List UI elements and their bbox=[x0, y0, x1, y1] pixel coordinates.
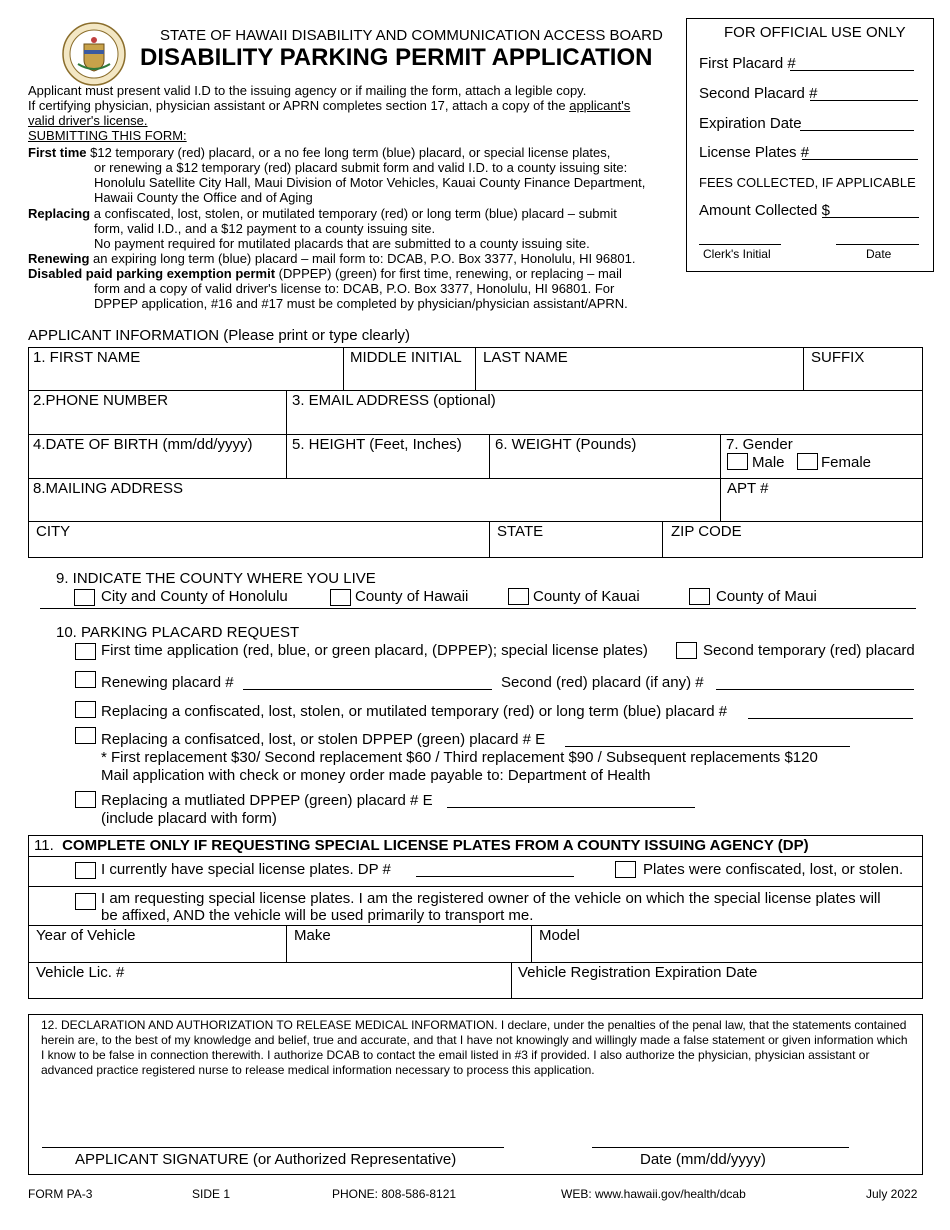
renewing-checkbox[interactable] bbox=[75, 671, 96, 688]
clerk-initial-field[interactable] bbox=[699, 244, 781, 245]
weight-label: 6. WEIGHT (Pounds) bbox=[495, 436, 637, 453]
mailing-label: 8.MAILING ADDRESS bbox=[33, 480, 184, 497]
fees-note: * First replacement $30/ Second replacement $60 / Third replacement $90 / Subsequent replacements $120 bbox=[101, 749, 818, 766]
second-red-label: Second (red) placard (if any) # bbox=[501, 674, 704, 691]
county-honolulu-checkbox[interactable] bbox=[74, 589, 95, 606]
placard-heading: 10. PARKING PLACARD REQUEST bbox=[56, 624, 300, 641]
lic-label: Vehicle Lic. # bbox=[36, 964, 125, 981]
amount-field[interactable] bbox=[822, 217, 919, 218]
county-hawaii-label: County of Hawaii bbox=[355, 588, 469, 605]
county-heading: 9. INDICATE THE COUNTY WHERE YOU LIVE bbox=[56, 570, 376, 587]
renewing-line1: Renewing an expiring long term (blue) placard – mail form to: DCAB, P.O. Box 3377, Honolulu, HI 96801. bbox=[28, 251, 636, 266]
requesting-line1: I am requesting special license plates. I am the registered owner of the vehicle on which the special license plates will bbox=[101, 890, 881, 907]
renewing-field[interactable] bbox=[243, 689, 492, 690]
county-divider bbox=[40, 608, 916, 609]
replacing-dppep-checkbox[interactable] bbox=[75, 727, 96, 744]
dppep-line2: form and a copy of valid driver's license to: DCAB, P.O. Box 3377, Honolulu, HI 96801. For bbox=[94, 281, 615, 296]
license-plates-field[interactable] bbox=[802, 159, 918, 160]
instructions-line1: Applicant must present valid I.D to the issuing agency or if mailing the form, attach a legible copy. bbox=[28, 83, 587, 98]
first-placard-field[interactable] bbox=[790, 70, 914, 71]
confiscated-checkbox[interactable] bbox=[615, 861, 636, 878]
county-kauai-label: County of Kauai bbox=[533, 588, 640, 605]
second-temp-label: Second temporary (red) placard bbox=[703, 642, 915, 659]
second-placard-label: Second Placard # bbox=[699, 85, 818, 102]
model-label: Model bbox=[539, 927, 580, 944]
email-label: 3. EMAIL ADDRESS (optional) bbox=[292, 392, 496, 409]
dob-label: 4.DATE OF BIRTH (mm/dd/yyyy) bbox=[33, 436, 253, 453]
expiration-label: Expiration Date bbox=[699, 115, 802, 132]
replacing-line3: No payment required for mutilated placards that are submitted to a county issuing site. bbox=[94, 236, 590, 251]
first-time-line3: Honolulu Satellite City Hall, Maui Division of Motor Vehicles, Kauai County Finance Department, bbox=[94, 175, 646, 190]
county-honolulu-label: City and County of Honolulu bbox=[101, 588, 288, 605]
fees-label: FEES COLLECTED, IF APPLICABLE bbox=[699, 175, 916, 190]
height-label: 5. HEIGHT (Feet, Inches) bbox=[292, 436, 462, 453]
plates-number: 11. COMPLETE ONLY IF REQUESTING SPECIAL LICENSE PLATES FROM A COUNTY ISSUING AGENCY (DP) bbox=[34, 837, 809, 854]
footer-phone: PHONE: 808-586-8121 bbox=[332, 1187, 457, 1201]
signature-date-field[interactable] bbox=[592, 1147, 849, 1148]
first-placard-label: First Placard # bbox=[699, 55, 796, 72]
official-heading: FOR OFFICIAL USE ONLY bbox=[724, 24, 906, 41]
county-maui-checkbox[interactable] bbox=[689, 588, 710, 605]
signature-date-label: Date (mm/dd/yyyy) bbox=[640, 1151, 766, 1168]
clerk-date-label: Date bbox=[866, 247, 892, 261]
replacing-dppep-label: Replacing a confisatced, lost, or stolen DPPEP (green) placard # E bbox=[101, 731, 546, 748]
footer-date: July 2022 bbox=[866, 1187, 918, 1201]
replacing-dppep-field[interactable] bbox=[565, 746, 850, 747]
county-hawaii-checkbox[interactable] bbox=[330, 589, 351, 606]
suffix-label: SUFFIX bbox=[811, 349, 865, 366]
requesting-line2: be affixed, AND the vehicle will be used primarily to transport me. bbox=[101, 907, 534, 924]
first-name-label: 1. FIRST NAME bbox=[33, 349, 141, 366]
signature-field[interactable] bbox=[42, 1147, 504, 1148]
confiscated-label: Plates were confiscated, lost, or stolen. bbox=[643, 861, 904, 878]
dppep-line3: DPPEP application, #16 and #17 must be completed by physician/physician assistant/APRN. bbox=[94, 296, 628, 311]
male-label: Male bbox=[752, 454, 785, 471]
middle-initial-label: MIDDLE INITIAL bbox=[350, 349, 462, 366]
first-time-line2: or renewing a $12 temporary (red) placard submit form and valid I.D. to a county issuing site: bbox=[94, 160, 628, 175]
license-plates-label: License Plates # bbox=[699, 144, 810, 161]
amount-label: Amount Collected $ bbox=[699, 202, 830, 219]
second-temp-checkbox[interactable] bbox=[676, 642, 697, 659]
county-kauai-checkbox[interactable] bbox=[508, 588, 529, 605]
county-maui-label: County of Maui bbox=[716, 588, 817, 605]
agency-name: STATE OF HAWAII DISABILITY AND COMMUNICATION ACCESS BOARD bbox=[160, 27, 663, 44]
female-label: Female bbox=[821, 454, 872, 471]
state-seal-icon bbox=[62, 22, 126, 86]
footer-form: FORM PA-3 bbox=[28, 1187, 93, 1201]
dppep-line1: Disabled paid parking exemption permit (DPPEP) (green) for first time, renewing, or replacing – mail bbox=[28, 266, 622, 281]
have-plates-checkbox[interactable] bbox=[75, 862, 96, 879]
have-plates-field[interactable] bbox=[416, 876, 574, 877]
expiration-field[interactable] bbox=[800, 130, 914, 131]
mail-note: Mail application with check or money order made payable to: Department of Health bbox=[101, 767, 651, 784]
second-red-field[interactable] bbox=[716, 689, 914, 690]
applicant-heading: APPLICANT INFORMATION (Please print or type clearly) bbox=[28, 327, 411, 344]
renewing-label: Renewing placard # bbox=[101, 674, 234, 691]
apt-label: APT # bbox=[727, 480, 769, 497]
replacing-conf-field[interactable] bbox=[748, 718, 913, 719]
second-placard-field[interactable] bbox=[810, 100, 918, 101]
reg-exp-label: Vehicle Registration Expiration Date bbox=[518, 964, 758, 981]
signature-label: APPLICANT SIGNATURE (or Authorized Representative) bbox=[75, 1151, 457, 1168]
declaration-text: 12. DECLARATION AND AUTHORIZATION TO RELEASE MEDICAL INFORMATION. I declare, under the penalties of the penal law, that the statements contained herein are, to the best of my knowledge and belief, true and accurate, and that I have not knowingly and willingly made a false statement or given information which I know to be false in connection therewith. I authorize DCAB to contact the email listed in #3 if provided. I also authorize the physician, physician assistant or advanced practice registered nurse to release medical information necessary to process this application. bbox=[41, 1018, 908, 1077]
mutilated-checkbox[interactable] bbox=[75, 791, 96, 808]
gender-male-checkbox[interactable] bbox=[727, 453, 748, 470]
city-label: CITY bbox=[36, 523, 71, 540]
mutilated-field[interactable] bbox=[447, 807, 695, 808]
first-time-line1: First time $12 temporary (red) placard, or a no fee long term (blue) placard, or special license plates, bbox=[28, 145, 611, 160]
submitting-heading: SUBMITTING THIS FORM: bbox=[28, 128, 187, 143]
last-name-label: LAST NAME bbox=[483, 349, 568, 366]
phone-label: 2.PHONE NUMBER bbox=[33, 392, 169, 409]
footer-web: WEB: www.hawaii.gov/health/dcab bbox=[561, 1187, 746, 1201]
replacing-line1: Replacing a confiscated, lost, stolen, or mutilated temporary (red) or long term (blue) placard – submit bbox=[28, 206, 617, 221]
instructions-line3: valid driver's license. bbox=[28, 113, 148, 128]
form-title: DISABILITY PARKING PERMIT APPLICATION bbox=[140, 44, 653, 71]
make-label: Make bbox=[294, 927, 331, 944]
instructions-line2: If certifying physician, physician assistant or APRN completes section 17, attach a copy of the applicant's bbox=[28, 98, 631, 113]
have-plates-label: I currently have special license plates. DP # bbox=[101, 861, 391, 878]
first-time-checkbox[interactable] bbox=[75, 643, 96, 660]
replacing-line2: form, valid I.D., and a $12 payment to a county issuing site. bbox=[94, 221, 436, 236]
year-label: Year of Vehicle bbox=[36, 927, 136, 944]
requesting-checkbox[interactable] bbox=[75, 893, 96, 910]
mutilated-label: Replacing a mutliated DPPEP (green) placard # E bbox=[101, 792, 433, 809]
state-label: STATE bbox=[497, 523, 544, 540]
replacing-conf-checkbox[interactable] bbox=[75, 701, 96, 718]
gender-label: 7. Gender bbox=[726, 436, 793, 453]
first-time-label: First time application (red, blue, or green placard, (DPPEP); special license plates) bbox=[101, 642, 648, 659]
replacing-conf-label: Replacing a confiscated, lost, stolen, or mutilated temporary (red) or long term (blue) placard # bbox=[101, 703, 728, 720]
first-time-line4: Hawaii County the Office and of Aging bbox=[94, 190, 313, 205]
clerk-date-field[interactable] bbox=[836, 244, 919, 245]
footer-side: SIDE 1 bbox=[192, 1187, 231, 1201]
zip-label: ZIP CODE bbox=[671, 523, 742, 540]
gender-female-checkbox[interactable] bbox=[797, 453, 818, 470]
clerk-label: Clerk's Initial bbox=[703, 247, 771, 261]
include-note: (include placard with form) bbox=[101, 810, 277, 827]
